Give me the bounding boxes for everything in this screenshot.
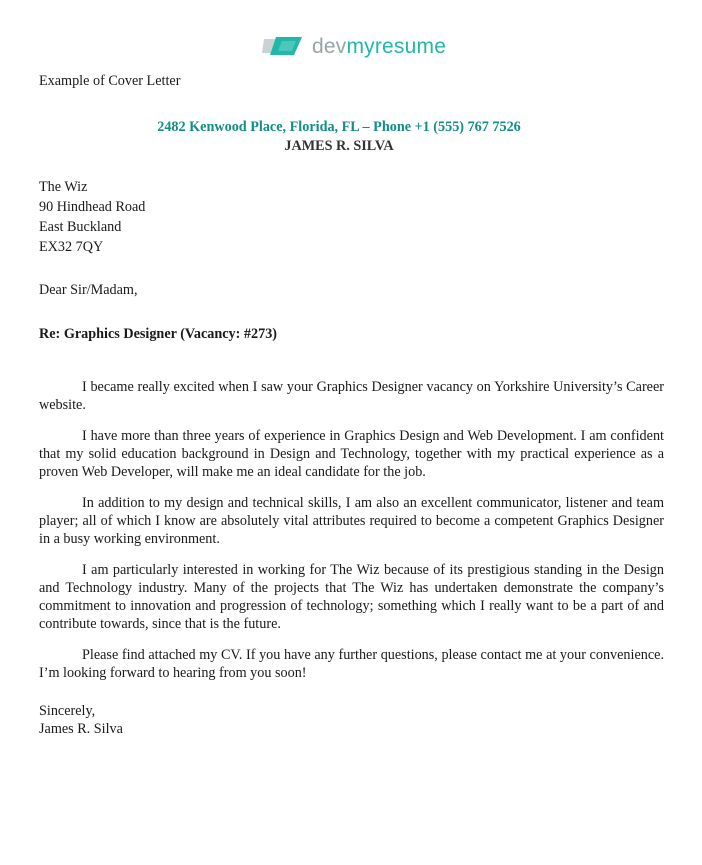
logo-text-main: myresume	[346, 34, 447, 58]
logo-mark-icon	[262, 35, 306, 57]
sender-name: JAMES R. SILVA	[284, 138, 394, 154]
recipient-address	[39, 177, 145, 257]
body-paragraph: I am particularly interested in working for The Wiz because of its prestigious standing in the Design and Technology industry. Many of the projects that The Wiz has undertaken demonstrate the company’s commitment to innovation and progression of technology; something which I really want to be a part of and contribute towards, since that is the future.	[39, 562, 664, 632]
recipient-line: The Wiz	[39, 179, 88, 195]
logo-wordmark	[312, 36, 446, 57]
salutation: Dear Sir/Madam,	[39, 282, 138, 298]
logo-text-dev: dev	[312, 34, 347, 58]
page-title: Example of Cover Letter	[39, 73, 181, 89]
recipient-line: 90 Hindhead Road	[39, 199, 146, 215]
body-paragraph: In addition to my design and technical skills, I am also an excellent communicator, listener and team player; all of which I know are absolutely vital attributes required to become a competent Graphics Designer in a busy working environment.	[39, 495, 664, 547]
subject-line: Re: Graphics Designer (Vacancy: #273)	[39, 326, 278, 342]
body-paragraph: Please find attached my CV. If you have any further questions, please contact me at your convenience. I’m looking forward to hearing from you soon!	[39, 647, 664, 681]
closing-block	[39, 702, 123, 738]
recipient-line: EX32 7QY	[39, 239, 104, 255]
closing: Sincerely,	[39, 703, 96, 719]
signature: James R. Silva	[39, 721, 123, 737]
contact-line: 2482 Kenwood Place, Florida, FL – Phone +1 (555) 767 7526	[157, 119, 521, 135]
brand-logo	[262, 30, 446, 62]
recipient-line: East Buckland	[39, 219, 122, 235]
body-paragraph: I have more than three years of experience in Graphics Design and Web Development. I am confident that my solid education background in Design and Technology, together with my practical experience as a proven Web Developer, will make me an ideal candidate for the job.	[39, 428, 664, 480]
body-paragraph: I became really excited when I saw your Graphics Designer vacancy on Yorkshire University’s Career website.	[39, 379, 664, 413]
letter-body	[39, 378, 664, 695]
